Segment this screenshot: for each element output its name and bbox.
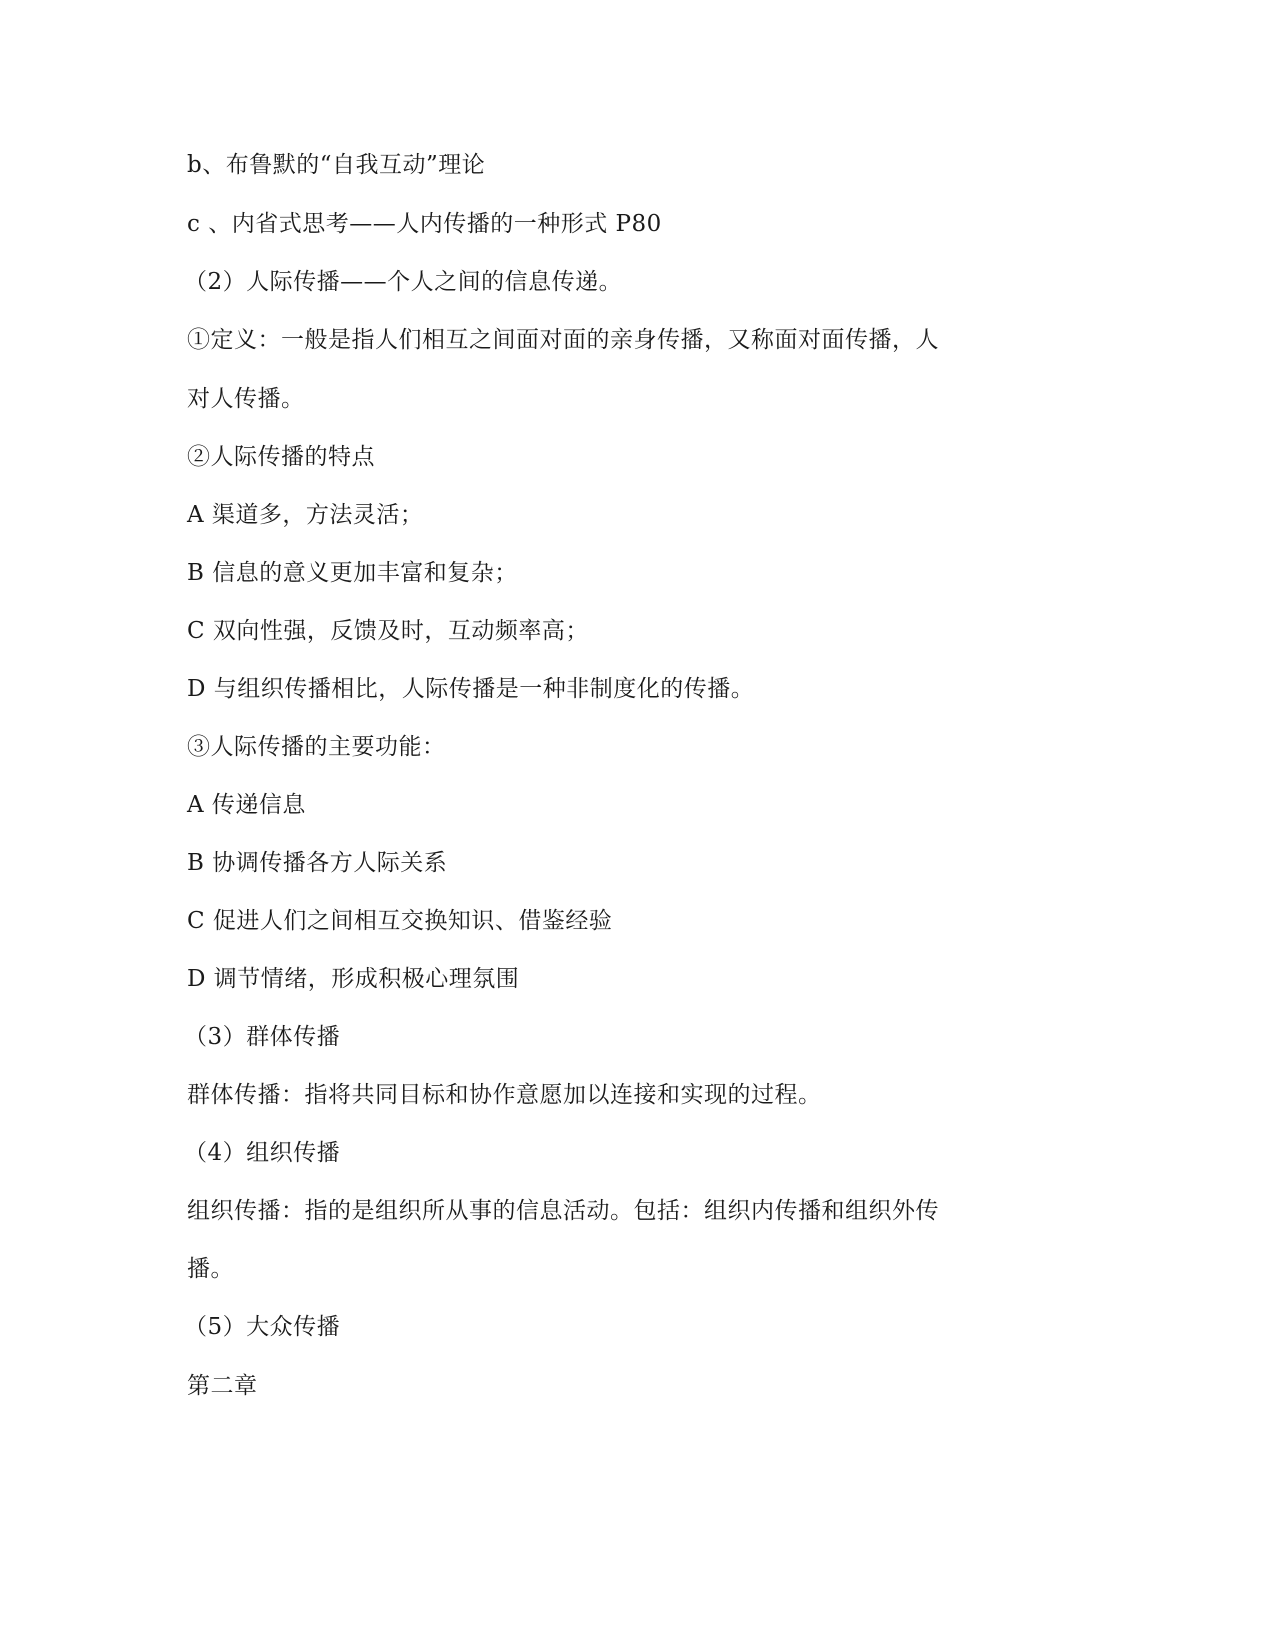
list-item: A 渠道多，方法灵活； — [187, 502, 424, 528]
section-heading: （5）大众传播 — [184, 1314, 341, 1340]
section-heading: （3）群体传播 — [184, 1024, 341, 1050]
chapter-heading: 第二章 — [187, 1373, 258, 1399]
list-item: D 与组织传播相比，人际传播是一种非制度化的传播。 — [187, 676, 755, 702]
list-item: A 传递信息 — [187, 792, 306, 818]
text-line: 组织传播：指的是组织所从事的信息活动。包括：组织内传播和组织外传 — [187, 1198, 939, 1224]
subheading: ②人际传播的特点 — [187, 444, 375, 470]
list-item: D 调节情绪，形成积极心理氛围 — [187, 966, 520, 992]
text-line: 群体传播：指将共同目标和协作意愿加以连接和实现的过程。 — [187, 1082, 822, 1108]
text-line: b、布鲁默的“自我互动”理论 — [187, 152, 486, 178]
list-item: C 双向性强，反馈及时，互动频率高； — [187, 618, 589, 644]
text-line: 播。 — [187, 1256, 234, 1282]
list-item: B 协调传播各方人际关系 — [187, 850, 448, 876]
subheading: ③人际传播的主要功能： — [187, 734, 446, 760]
list-item: B 信息的意义更加丰富和复杂； — [187, 560, 518, 586]
text-line: c 、内省式思考——人内传播的一种形式 P80 — [187, 211, 662, 237]
text-line: 对人传播。 — [187, 386, 305, 412]
list-item: C 促进人们之间相互交换知识、借鉴经验 — [187, 908, 613, 934]
section-heading: （4）组织传播 — [184, 1140, 341, 1166]
text-line: ①定义：一般是指人们相互之间面对面的亲身传播，又称面对面传播，人 — [187, 327, 939, 353]
section-heading: （2）人际传播——个人之间的信息传递。 — [184, 269, 623, 295]
